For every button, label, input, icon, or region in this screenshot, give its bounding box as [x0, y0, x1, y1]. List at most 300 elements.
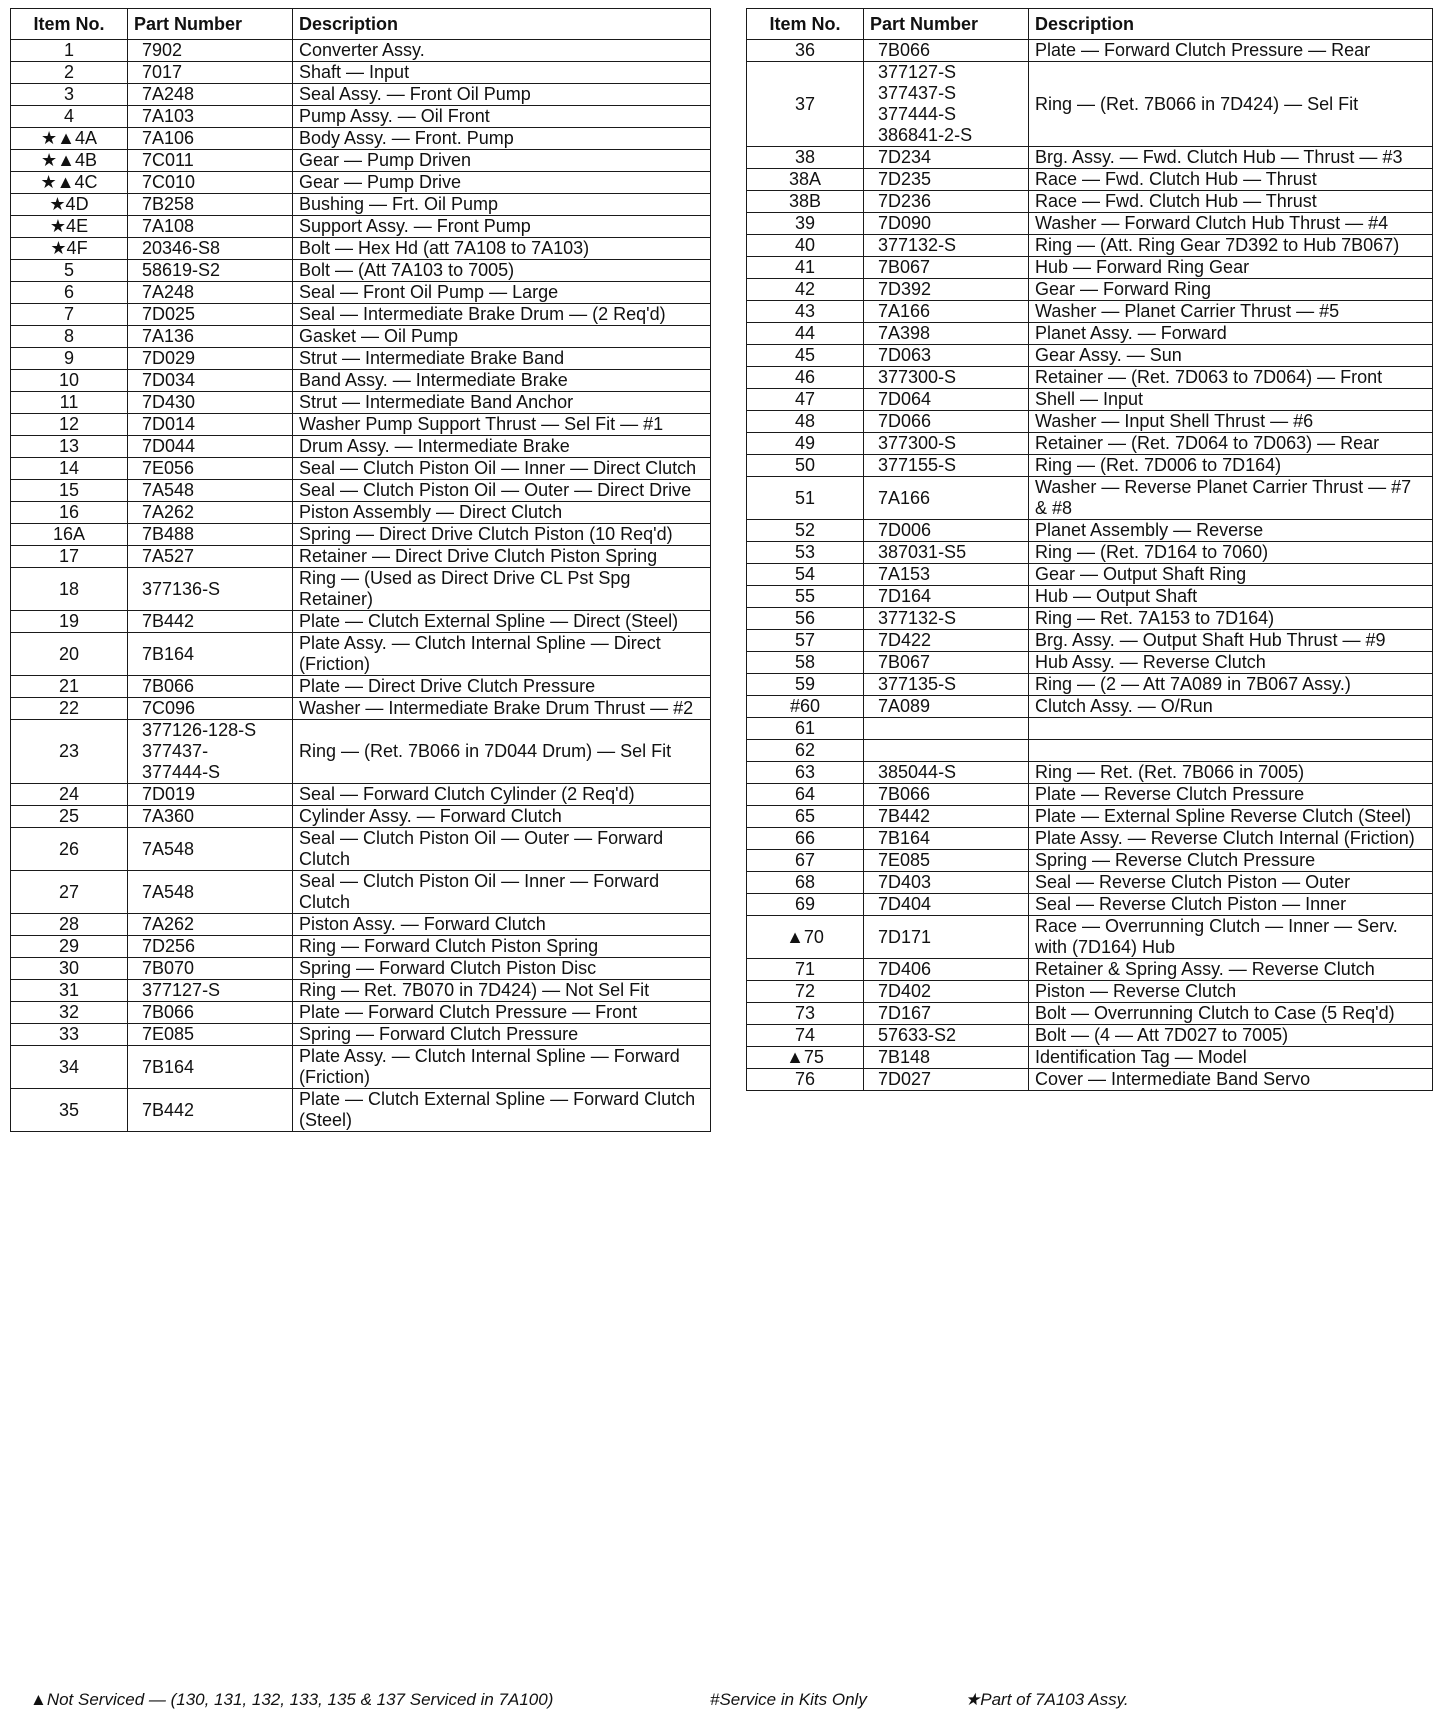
item-no-cell: 32	[11, 1002, 128, 1024]
item-no-cell: ★4F	[11, 238, 128, 260]
part-number-cell: 7B164	[864, 828, 1029, 850]
part-row	[747, 828, 1433, 850]
part-row	[747, 520, 1433, 542]
part-row	[11, 1046, 711, 1089]
description-cell: Ring — Ret. 7A153 to 7D164)	[1029, 608, 1433, 630]
description-cell: Strut — Intermediate Brake Band	[293, 348, 711, 370]
part-row	[747, 696, 1433, 718]
part-row	[11, 348, 711, 370]
footnote-kits-only: #Service in Kits Only	[710, 1690, 867, 1709]
item-no-cell: 74	[747, 1025, 864, 1047]
part-row	[747, 1047, 1433, 1069]
item-no-cell: 4	[11, 106, 128, 128]
item-no-cell: 21	[11, 676, 128, 698]
part-number-cell: 7A262	[128, 502, 293, 524]
part-number-cell: 7D066	[864, 411, 1029, 433]
item-no-cell: ★▲4C	[11, 172, 128, 194]
part-row	[747, 1003, 1433, 1025]
item-no-cell: 22	[11, 698, 128, 720]
description-cell: Spring — Direct Drive Clutch Piston (10 Req'd)	[293, 524, 711, 546]
description-cell: Seal — Clutch Piston Oil — Outer — Forward Clutch	[293, 828, 711, 871]
item-no-cell: 16A	[11, 524, 128, 546]
item-no-cell: 54	[747, 564, 864, 586]
part-row	[11, 1089, 711, 1132]
part-row	[747, 564, 1433, 586]
item-no-cell: 35	[11, 1089, 128, 1132]
item-no-cell: 9	[11, 348, 128, 370]
part-row	[747, 389, 1433, 411]
part-number-cell: 7B164	[128, 1046, 293, 1089]
item-no-cell: 39	[747, 213, 864, 235]
description-cell: Gear — Pump Drive	[293, 172, 711, 194]
item-no-cell: 66	[747, 828, 864, 850]
item-no-cell: 40	[747, 235, 864, 257]
item-no-cell: ★▲4A	[11, 128, 128, 150]
item-no-cell: 24	[11, 784, 128, 806]
item-no-cell: 63	[747, 762, 864, 784]
description-cell: Hub — Output Shaft	[1029, 586, 1433, 608]
item-no-cell: 49	[747, 433, 864, 455]
item-no-cell: 52	[747, 520, 864, 542]
item-no-cell: 46	[747, 367, 864, 389]
part-number-cell: 7D404	[864, 894, 1029, 916]
part-number-cell: 377126-128-S 377437- 377444-S	[128, 720, 293, 784]
item-no-cell: 15	[11, 480, 128, 502]
part-row	[11, 194, 711, 216]
footnote-part-of: ★Part of 7A103 Assy.	[965, 1690, 1129, 1709]
part-row	[11, 524, 711, 546]
description-cell: Ring — Ret. 7B070 in 7D424) — Not Sel Fit	[293, 980, 711, 1002]
part-number-cell: 7B066	[128, 676, 293, 698]
item-no-cell: 50	[747, 455, 864, 477]
part-number-cell: 377135-S	[864, 674, 1029, 696]
item-no-cell: 41	[747, 257, 864, 279]
description-cell: Seal Assy. — Front Oil Pump	[293, 84, 711, 106]
part-number-cell: 7A360	[128, 806, 293, 828]
part-number-cell: 7D064	[864, 389, 1029, 411]
part-row	[11, 633, 711, 676]
part-row	[747, 981, 1433, 1003]
part-number-cell: 7E085	[864, 850, 1029, 872]
part-number-cell: 7D403	[864, 872, 1029, 894]
item-no-cell: 61	[747, 718, 864, 740]
description-cell: Retainer & Spring Assy. — Reverse Clutch	[1029, 959, 1433, 981]
item-no-cell: 33	[11, 1024, 128, 1046]
part-row	[747, 608, 1433, 630]
part-number-cell: 377300-S	[864, 367, 1029, 389]
item-no-cell: 7	[11, 304, 128, 326]
item-no-cell: ★▲4B	[11, 150, 128, 172]
item-no-cell: 26	[11, 828, 128, 871]
part-number-cell: 7B067	[864, 257, 1029, 279]
item-no-cell: 10	[11, 370, 128, 392]
item-no-cell: 13	[11, 436, 128, 458]
part-row	[11, 958, 711, 980]
part-number-cell: 7D044	[128, 436, 293, 458]
description-cell: Washer — Forward Clutch Hub Thrust — #4	[1029, 213, 1433, 235]
part-row	[11, 871, 711, 914]
description-cell: Retainer — Direct Drive Clutch Piston Spring	[293, 546, 711, 568]
description-cell: Plate Assy. — Clutch Internal Spline — Forward (Friction)	[293, 1046, 711, 1089]
part-number-cell: 7D171	[864, 916, 1029, 959]
part-number-cell: 7B258	[128, 194, 293, 216]
item-no-cell: 44	[747, 323, 864, 345]
part-row	[11, 698, 711, 720]
part-number-cell: 7A548	[128, 828, 293, 871]
part-row	[11, 828, 711, 871]
description-cell: Cover — Intermediate Band Servo	[1029, 1069, 1433, 1091]
part-number-cell: 377127-S	[128, 980, 293, 1002]
item-no-cell: 27	[11, 871, 128, 914]
item-no-cell: 2	[11, 62, 128, 84]
description-cell: Plate — Reverse Clutch Pressure	[1029, 784, 1433, 806]
item-no-cell: 17	[11, 546, 128, 568]
part-row	[747, 850, 1433, 872]
item-no-cell: #60	[747, 696, 864, 718]
description-cell: Spring — Reverse Clutch Pressure	[1029, 850, 1433, 872]
part-number-cell: 377300-S	[864, 433, 1029, 455]
description-cell	[1029, 740, 1433, 762]
part-row	[747, 740, 1433, 762]
part-row	[747, 477, 1433, 520]
description-cell: Ring — (Used as Direct Drive CL Pst Spg Retainer)	[293, 568, 711, 611]
item-no-cell: 28	[11, 914, 128, 936]
part-row	[11, 1024, 711, 1046]
part-row	[747, 213, 1433, 235]
description-cell: Ring — (Ret. 7B066 in 7D424) — Sel Fit	[1029, 62, 1433, 147]
part-row	[747, 674, 1433, 696]
part-row	[747, 806, 1433, 828]
part-number-cell: 7B066	[128, 1002, 293, 1024]
item-no-cell: 45	[747, 345, 864, 367]
description-cell: Brg. Assy. — Fwd. Clutch Hub — Thrust — #3	[1029, 147, 1433, 169]
part-row	[747, 169, 1433, 191]
part-number-cell: 7B066	[864, 784, 1029, 806]
part-row	[11, 784, 711, 806]
item-no-cell: 18	[11, 568, 128, 611]
part-number-cell: 7902	[128, 40, 293, 62]
part-row	[747, 62, 1433, 147]
item-no-cell: 71	[747, 959, 864, 981]
description-cell: Piston — Reverse Clutch	[1029, 981, 1433, 1003]
part-row	[747, 455, 1433, 477]
part-number-cell: 7B164	[128, 633, 293, 676]
part-row	[11, 720, 711, 784]
item-no-cell: 69	[747, 894, 864, 916]
description-cell: Planet Assy. — Forward	[1029, 323, 1433, 345]
description-cell: Gear — Pump Driven	[293, 150, 711, 172]
part-number-cell: 7D406	[864, 959, 1029, 981]
part-number-cell: 7B067	[864, 652, 1029, 674]
part-number-cell: 7B066	[864, 40, 1029, 62]
item-no-cell: 73	[747, 1003, 864, 1025]
description-cell: Ring — (Att. Ring Gear 7D392 to Hub 7B067)	[1029, 235, 1433, 257]
part-number-cell: 7B442	[864, 806, 1029, 828]
part-row	[11, 260, 711, 282]
item-no-cell: 64	[747, 784, 864, 806]
description-header: Description	[293, 9, 711, 40]
part-row	[11, 326, 711, 348]
part-number-cell: 7A548	[128, 480, 293, 502]
part-row	[11, 676, 711, 698]
part-row	[11, 806, 711, 828]
part-number-header: Part Number	[864, 9, 1029, 40]
description-cell: Bolt — Hex Hd (att 7A108 to 7A103)	[293, 238, 711, 260]
item-no-cell: 47	[747, 389, 864, 411]
description-cell: Support Assy. — Front Pump	[293, 216, 711, 238]
item-no-cell: 23	[11, 720, 128, 784]
part-number-cell: 7E056	[128, 458, 293, 480]
part-row	[11, 502, 711, 524]
item-no-header: Item No.	[747, 9, 864, 40]
part-row	[747, 301, 1433, 323]
item-no-cell: ▲75	[747, 1047, 864, 1069]
item-no-cell: 57	[747, 630, 864, 652]
description-cell: Plate — Clutch External Spline — Forward Clutch (Steel)	[293, 1089, 711, 1132]
item-no-cell: 25	[11, 806, 128, 828]
part-number-cell: 7A548	[128, 871, 293, 914]
part-number-cell: 377155-S	[864, 455, 1029, 477]
description-cell: Seal — Forward Clutch Cylinder (2 Req'd)	[293, 784, 711, 806]
part-number-cell: 7A153	[864, 564, 1029, 586]
part-number-cell	[864, 718, 1029, 740]
item-no-cell: ▲70	[747, 916, 864, 959]
item-no-cell: 53	[747, 542, 864, 564]
part-number-cell: 7D027	[864, 1069, 1029, 1091]
description-cell: Hub Assy. — Reverse Clutch	[1029, 652, 1433, 674]
part-number-cell	[864, 740, 1029, 762]
part-row	[747, 630, 1433, 652]
item-no-cell: 37	[747, 62, 864, 147]
description-cell: Seal — Front Oil Pump — Large	[293, 282, 711, 304]
description-cell: Drum Assy. — Intermediate Brake	[293, 436, 711, 458]
part-row	[11, 458, 711, 480]
description-cell: Plate — Forward Clutch Pressure — Rear	[1029, 40, 1433, 62]
part-number-cell: 7D006	[864, 520, 1029, 542]
part-number-cell: 7A136	[128, 326, 293, 348]
item-no-cell: 3	[11, 84, 128, 106]
part-row	[11, 128, 711, 150]
part-number-cell: 7B070	[128, 958, 293, 980]
part-row	[11, 304, 711, 326]
part-row	[11, 150, 711, 172]
part-number-cell: 7D090	[864, 213, 1029, 235]
item-no-cell: 5	[11, 260, 128, 282]
part-number-cell: 7A108	[128, 216, 293, 238]
part-row	[747, 916, 1433, 959]
part-row	[11, 216, 711, 238]
part-row	[747, 784, 1433, 806]
description-cell: Bolt — (Att 7A103 to 7005)	[293, 260, 711, 282]
item-no-cell: 67	[747, 850, 864, 872]
description-cell: Spring — Forward Clutch Pressure	[293, 1024, 711, 1046]
description-cell: Body Assy. — Front. Pump	[293, 128, 711, 150]
description-cell: Converter Assy.	[293, 40, 711, 62]
part-number-cell: 7A166	[864, 477, 1029, 520]
item-no-cell: 1	[11, 40, 128, 62]
description-cell: Washer — Planet Carrier Thrust — #5	[1029, 301, 1433, 323]
part-row	[747, 586, 1433, 608]
part-row	[11, 370, 711, 392]
part-number-cell: 7D164	[864, 586, 1029, 608]
item-no-cell: 29	[11, 936, 128, 958]
description-cell: Seal — Intermediate Brake Drum — (2 Req'd)	[293, 304, 711, 326]
description-cell: Gear — Output Shaft Ring	[1029, 564, 1433, 586]
part-row	[11, 568, 711, 611]
description-cell: Ring — Ret. (Ret. 7B066 in 7005)	[1029, 762, 1433, 784]
part-row	[747, 433, 1433, 455]
part-row	[747, 40, 1433, 62]
part-row	[747, 1025, 1433, 1047]
item-no-cell: 58	[747, 652, 864, 674]
part-number-cell: 7D025	[128, 304, 293, 326]
description-cell: Ring — (Ret. 7D164 to 7060)	[1029, 542, 1433, 564]
item-no-header: Item No.	[11, 9, 128, 40]
part-number-cell: 7C010	[128, 172, 293, 194]
part-row	[11, 480, 711, 502]
item-no-cell: 56	[747, 608, 864, 630]
part-row	[747, 718, 1433, 740]
part-number-cell: 387031-S5	[864, 542, 1029, 564]
part-row	[747, 147, 1433, 169]
part-number-cell: 7B442	[128, 611, 293, 633]
description-cell: Strut — Intermediate Band Anchor	[293, 392, 711, 414]
item-no-cell: 38B	[747, 191, 864, 213]
item-no-cell: 8	[11, 326, 128, 348]
description-cell: Plate — External Spline Reverse Clutch (Steel)	[1029, 806, 1433, 828]
description-cell: Washer — Intermediate Brake Drum Thrust — #2	[293, 698, 711, 720]
description-cell: Piston Assy. — Forward Clutch	[293, 914, 711, 936]
item-no-cell: 6	[11, 282, 128, 304]
description-cell: Pump Assy. — Oil Front	[293, 106, 711, 128]
item-no-cell: 68	[747, 872, 864, 894]
part-number-cell: 7A527	[128, 546, 293, 568]
part-number-cell: 7A248	[128, 282, 293, 304]
part-number-cell: 7A106	[128, 128, 293, 150]
item-no-cell: 62	[747, 740, 864, 762]
description-cell: Plate — Clutch External Spline — Direct (Steel)	[293, 611, 711, 633]
part-number-cell: 7A166	[864, 301, 1029, 323]
part-number-cell: 7E085	[128, 1024, 293, 1046]
description-cell: Ring — (2 — Att 7A089 in 7B067 Assy.)	[1029, 674, 1433, 696]
description-cell: Race — Fwd. Clutch Hub — Thrust	[1029, 169, 1433, 191]
description-cell: Identification Tag — Model	[1029, 1047, 1433, 1069]
part-number-header: Part Number	[128, 9, 293, 40]
description-cell: Washer — Input Shell Thrust — #6	[1029, 411, 1433, 433]
description-cell	[1029, 718, 1433, 740]
part-number-cell: 7B488	[128, 524, 293, 546]
description-cell: Washer — Reverse Planet Carrier Thrust — #7 & #8	[1029, 477, 1433, 520]
item-no-cell: 72	[747, 981, 864, 1003]
part-row	[11, 238, 711, 260]
item-no-cell: 38A	[747, 169, 864, 191]
item-no-cell: 42	[747, 279, 864, 301]
part-row	[747, 411, 1433, 433]
description-cell: Race — Fwd. Clutch Hub — Thrust	[1029, 191, 1433, 213]
part-row	[11, 392, 711, 414]
item-no-cell: 20	[11, 633, 128, 676]
part-row	[747, 652, 1433, 674]
part-number-cell: 7D019	[128, 784, 293, 806]
part-number-cell: 7D430	[128, 392, 293, 414]
description-cell: Shell — Input	[1029, 389, 1433, 411]
part-number-cell: 7D392	[864, 279, 1029, 301]
header-row	[747, 9, 1433, 40]
part-row	[11, 414, 711, 436]
description-cell: Band Assy. — Intermediate Brake	[293, 370, 711, 392]
part-number-cell: 7B442	[128, 1089, 293, 1132]
part-row	[11, 611, 711, 633]
part-number-cell: 7D167	[864, 1003, 1029, 1025]
header-row	[11, 9, 711, 40]
description-cell: Ring — (Ret. 7B066 in 7D044 Drum) — Sel Fit	[293, 720, 711, 784]
item-no-cell: 65	[747, 806, 864, 828]
part-row	[747, 257, 1433, 279]
part-number-cell: 7A089	[864, 696, 1029, 718]
description-cell: Washer Pump Support Thrust — Sel Fit — #1	[293, 414, 711, 436]
parts-table-right	[746, 8, 1433, 1091]
part-number-cell: 7A103	[128, 106, 293, 128]
description-cell: Seal — Reverse Clutch Piston — Outer	[1029, 872, 1433, 894]
item-no-cell: 38	[747, 147, 864, 169]
description-cell: Shaft — Input	[293, 62, 711, 84]
part-row	[747, 235, 1433, 257]
parts-table-left	[10, 8, 711, 1132]
part-row	[11, 62, 711, 84]
part-number-cell: 7D029	[128, 348, 293, 370]
part-number-cell: 7D256	[128, 936, 293, 958]
part-row	[747, 367, 1433, 389]
description-header: Description	[1029, 9, 1433, 40]
description-cell: Bolt — (4 — Att 7D027 to 7005)	[1029, 1025, 1433, 1047]
parts-table-left-body	[11, 40, 711, 1132]
description-cell: Gear — Forward Ring	[1029, 279, 1433, 301]
item-no-cell: 14	[11, 458, 128, 480]
parts-table-right-body	[747, 40, 1433, 1091]
part-row	[747, 762, 1433, 784]
part-number-cell: 7C096	[128, 698, 293, 720]
description-cell: Plate — Forward Clutch Pressure — Front	[293, 1002, 711, 1024]
description-cell: Retainer — (Ret. 7D064 to 7D063) — Rear	[1029, 433, 1433, 455]
description-cell: Hub — Forward Ring Gear	[1029, 257, 1433, 279]
description-cell: Plate Assy. — Clutch Internal Spline — Direct (Friction)	[293, 633, 711, 676]
item-no-cell: 43	[747, 301, 864, 323]
footnote-not-serviced: ▲Not Serviced — (130, 131, 132, 133, 135 & 137 Serviced in 7A100)	[30, 1690, 554, 1709]
item-no-cell: 55	[747, 586, 864, 608]
description-cell: Spring — Forward Clutch Piston Disc	[293, 958, 711, 980]
item-no-cell: 31	[11, 980, 128, 1002]
description-cell: Plate — Direct Drive Clutch Pressure	[293, 676, 711, 698]
description-cell: Plate Assy. — Reverse Clutch Internal (Friction)	[1029, 828, 1433, 850]
description-cell: Seal — Clutch Piston Oil — Inner — Forward Clutch	[293, 871, 711, 914]
item-no-cell: 11	[11, 392, 128, 414]
part-number-cell: 7D236	[864, 191, 1029, 213]
part-row	[747, 542, 1433, 564]
description-cell: Clutch Assy. — O/Run	[1029, 696, 1433, 718]
description-cell: Ring — Forward Clutch Piston Spring	[293, 936, 711, 958]
description-cell: Seal — Reverse Clutch Piston — Inner	[1029, 894, 1433, 916]
description-cell: Seal — Clutch Piston Oil — Inner — Direct Clutch	[293, 458, 711, 480]
part-number-cell: 7D034	[128, 370, 293, 392]
part-number-cell: 7A398	[864, 323, 1029, 345]
part-number-cell: 57633-S2	[864, 1025, 1029, 1047]
part-row	[11, 40, 711, 62]
description-cell: Brg. Assy. — Output Shaft Hub Thrust — #9	[1029, 630, 1433, 652]
part-row	[747, 894, 1433, 916]
part-row	[747, 872, 1433, 894]
description-cell: Bolt — Overrunning Clutch to Case (5 Req'd)	[1029, 1003, 1433, 1025]
item-no-cell: 12	[11, 414, 128, 436]
